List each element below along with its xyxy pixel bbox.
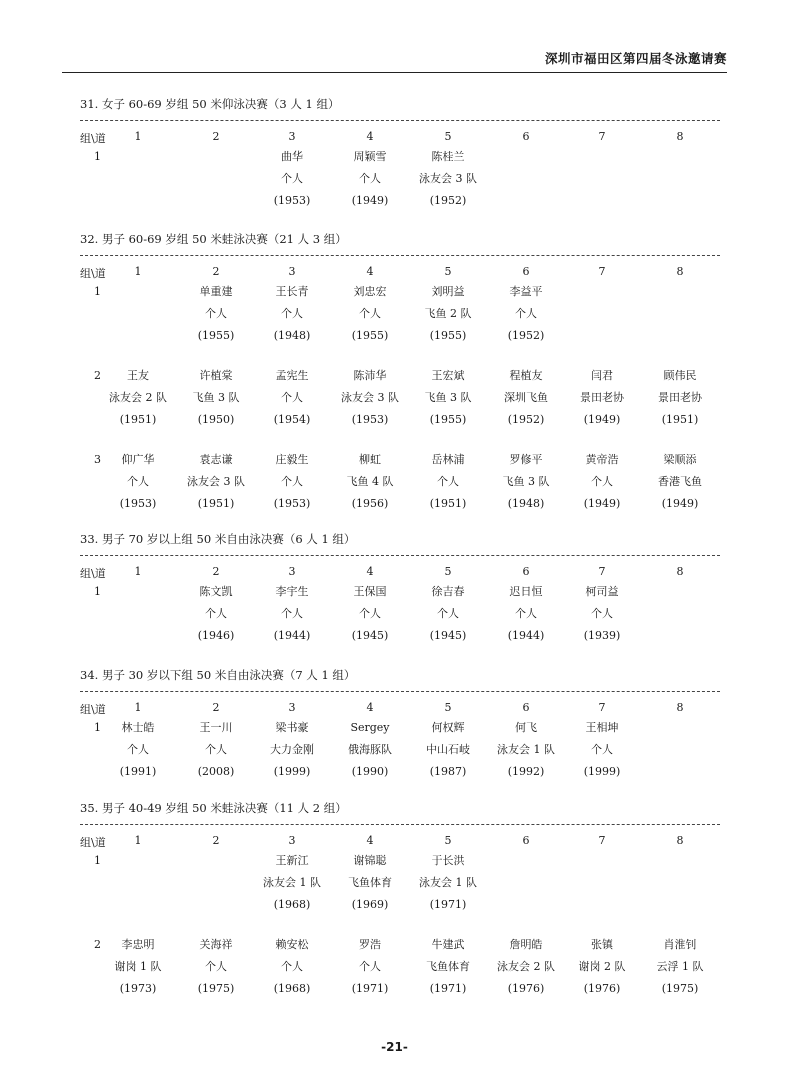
swimmer-team: 飞鱼 3 队 bbox=[424, 391, 472, 404]
swimmer-team: 个人 bbox=[359, 307, 381, 320]
lane-number: 4 bbox=[366, 565, 374, 578]
swimmer-team: 谢岗 1 队 bbox=[114, 960, 162, 973]
swimmer-year: (1999) bbox=[273, 765, 311, 778]
swimmer-entry bbox=[488, 453, 564, 519]
swimmer-name: 赖安松 bbox=[275, 938, 309, 951]
swimmer-name: 黄帝浩 bbox=[585, 453, 619, 466]
swimmer-entry bbox=[488, 938, 564, 1004]
swimmer-year: (1944) bbox=[273, 629, 311, 642]
heat-group bbox=[80, 721, 720, 787]
swimmer-year: (1953) bbox=[351, 413, 389, 426]
swimmer-entry bbox=[488, 721, 564, 787]
event-title: 31. 女子 60-69 岁组 50 米仰泳决赛（3 人 1 组） bbox=[80, 97, 340, 111]
swimmer-name: 顾伟民 bbox=[663, 369, 697, 382]
lane-number: 6 bbox=[522, 701, 530, 714]
swimmer-year: (1953) bbox=[119, 497, 157, 510]
swimmer-year: (1949) bbox=[351, 194, 389, 207]
swimmer-name: 陈沛华 bbox=[353, 369, 387, 382]
swimmer-year: (1992) bbox=[507, 765, 545, 778]
swimmer-team: 个人 bbox=[127, 743, 149, 756]
swimmer-team: 个人 bbox=[205, 743, 227, 756]
swimmer-team: 个人 bbox=[281, 475, 303, 488]
swimmer-year: (1951) bbox=[197, 497, 235, 510]
swimmer-year: (1954) bbox=[273, 413, 311, 426]
document-header-title: 深圳市福田区第四届冬泳邀请赛 bbox=[544, 51, 727, 66]
swimmer-team: 个人 bbox=[591, 743, 613, 756]
swimmer-team: 泳友会 3 队 bbox=[187, 475, 245, 488]
swimmer-name: 王长青 bbox=[275, 285, 309, 298]
lane-header-row bbox=[80, 130, 720, 150]
swimmer-name: 谢锦聪 bbox=[353, 854, 387, 867]
swimmer-team: 个人 bbox=[205, 960, 227, 973]
swimmer-name: 柳虹 bbox=[359, 453, 381, 466]
swimmer-name: 刘明益 bbox=[431, 285, 465, 298]
swimmer-team: 飞鱼体育 bbox=[426, 960, 470, 973]
event-title: 33. 男子 70 岁以上组 50 米自由泳决赛（6 人 1 组） bbox=[80, 532, 356, 546]
swimmer-entry bbox=[642, 453, 718, 519]
swimmer-entry bbox=[332, 369, 408, 435]
swimmer-name: 何飞 bbox=[515, 721, 537, 734]
swimmer-year: (1949) bbox=[583, 413, 621, 426]
swimmer-team: 景田老协 bbox=[580, 391, 624, 404]
swimmer-year: (1990) bbox=[351, 765, 389, 778]
group-number: 1 bbox=[94, 585, 101, 598]
swimmer-year: (1951) bbox=[119, 413, 157, 426]
lane-number: 7 bbox=[598, 265, 606, 278]
swimmer-entry bbox=[178, 369, 254, 435]
dashed-divider bbox=[80, 255, 720, 256]
swimmer-year: (1939) bbox=[583, 629, 621, 642]
group-number: 1 bbox=[94, 150, 101, 163]
swimmer-year: (1952) bbox=[507, 329, 545, 342]
swimmer-entry bbox=[178, 585, 254, 651]
swimmer-entry bbox=[564, 453, 640, 519]
swimmer-team: 个人 bbox=[437, 475, 459, 488]
group-lane-label: 组\道 bbox=[80, 132, 106, 145]
lane-number: 4 bbox=[366, 130, 374, 143]
swimmer-team: 个人 bbox=[127, 475, 149, 488]
swimmer-entry bbox=[410, 938, 486, 1004]
swimmer-name: 闫君 bbox=[591, 369, 613, 382]
lane-number: 2 bbox=[212, 265, 220, 278]
heat-group bbox=[80, 285, 720, 369]
swimmer-name: 肖淮钊 bbox=[663, 938, 697, 951]
swimmer-name: 王新江 bbox=[275, 854, 309, 867]
swimmer-name: 詹明皓 bbox=[509, 938, 543, 951]
heat-group bbox=[80, 585, 720, 651]
swimmer-entry bbox=[488, 285, 564, 351]
lane-number: 3 bbox=[288, 130, 296, 143]
swimmer-entry bbox=[254, 369, 330, 435]
lane-number: 7 bbox=[598, 565, 606, 578]
swimmer-team: 个人 bbox=[515, 607, 537, 620]
swimmer-name: 于长洪 bbox=[431, 854, 465, 867]
swimmer-entry bbox=[254, 721, 330, 787]
lane-number: 7 bbox=[598, 834, 606, 847]
swimmer-year: (1971) bbox=[351, 982, 389, 995]
swimmer-year: (1946) bbox=[197, 629, 235, 642]
swimmer-entry bbox=[564, 369, 640, 435]
swimmer-entry bbox=[254, 285, 330, 351]
swimmer-entry bbox=[254, 938, 330, 1004]
swimmer-entry bbox=[332, 585, 408, 651]
header-rule bbox=[62, 72, 727, 73]
swimmer-name: 关海祥 bbox=[199, 938, 233, 951]
swimmer-year: (1949) bbox=[583, 497, 621, 510]
swimmer-year: (1955) bbox=[429, 413, 467, 426]
swimmer-team: 个人 bbox=[591, 475, 613, 488]
swimmer-year: (1987) bbox=[429, 765, 467, 778]
swimmer-year: (1976) bbox=[583, 982, 621, 995]
swimmer-entry bbox=[332, 285, 408, 351]
lane-header-row bbox=[80, 701, 720, 721]
swimmer-name: 李忠明 bbox=[121, 938, 155, 951]
swimmer-year: (1952) bbox=[507, 413, 545, 426]
lane-number: 4 bbox=[366, 834, 374, 847]
swimmer-name: 何权辉 bbox=[431, 721, 465, 734]
swimmer-entry bbox=[410, 721, 486, 787]
swimmer-name: 许植棠 bbox=[199, 369, 233, 382]
swimmer-year: (1955) bbox=[197, 329, 235, 342]
swimmer-entry bbox=[332, 854, 408, 920]
lane-number: 3 bbox=[288, 265, 296, 278]
dashed-divider bbox=[80, 824, 720, 825]
swimmer-team: 飞鱼体育 bbox=[348, 876, 392, 889]
event-section bbox=[80, 667, 720, 787]
swimmer-team: 香港飞鱼 bbox=[658, 475, 702, 488]
swimmer-team: 个人 bbox=[359, 607, 381, 620]
swimmer-name: 林士皓 bbox=[121, 721, 155, 734]
group-number: 2 bbox=[94, 369, 101, 382]
lane-number: 1 bbox=[134, 701, 142, 714]
group-lane-label: 组\道 bbox=[80, 267, 106, 280]
swimmer-team: 个人 bbox=[437, 607, 459, 620]
group-number: 1 bbox=[94, 721, 101, 734]
swimmer-name: Sergey bbox=[350, 721, 390, 734]
swimmer-name: 王一川 bbox=[199, 721, 233, 734]
lane-number: 1 bbox=[134, 265, 142, 278]
swimmer-year: (1949) bbox=[661, 497, 699, 510]
swimmer-name: 王友 bbox=[127, 369, 149, 382]
swimmer-entry bbox=[100, 721, 176, 787]
lane-number: 2 bbox=[212, 565, 220, 578]
swimmer-name: 梁顺添 bbox=[663, 453, 697, 466]
group-lane-label: 组\道 bbox=[80, 836, 106, 849]
swimmer-year: (1976) bbox=[507, 982, 545, 995]
dashed-divider bbox=[80, 691, 720, 692]
swimmer-entry bbox=[332, 721, 408, 787]
swimmer-year: (1953) bbox=[273, 194, 311, 207]
dashed-divider bbox=[80, 555, 720, 556]
lane-number: 6 bbox=[522, 130, 530, 143]
swimmer-team: 个人 bbox=[281, 960, 303, 973]
swimmer-entry bbox=[100, 453, 176, 519]
swimmer-entry bbox=[254, 453, 330, 519]
event-title: 35. 男子 40-49 岁组 50 米蛙泳决赛（11 人 2 组） bbox=[80, 801, 347, 815]
lane-number: 1 bbox=[134, 130, 142, 143]
swimmer-team: 个人 bbox=[281, 307, 303, 320]
swimmer-entry bbox=[564, 938, 640, 1004]
swimmer-team: 泳友会 3 队 bbox=[341, 391, 399, 404]
lane-header-row bbox=[80, 834, 720, 854]
lane-number: 7 bbox=[598, 130, 606, 143]
swimmer-team: 泳友会 2 队 bbox=[497, 960, 555, 973]
swimmer-entry bbox=[332, 150, 408, 216]
swimmer-entry bbox=[332, 453, 408, 519]
swimmer-team: 个人 bbox=[205, 307, 227, 320]
swimmer-year: (1948) bbox=[507, 497, 545, 510]
lane-number: 3 bbox=[288, 565, 296, 578]
swimmer-year: (1944) bbox=[507, 629, 545, 642]
swimmer-year: (1945) bbox=[351, 629, 389, 642]
swimmer-entry bbox=[254, 854, 330, 920]
heat-group bbox=[80, 369, 720, 453]
lane-number: 8 bbox=[676, 834, 684, 847]
swimmer-team: 泳友会 3 队 bbox=[419, 172, 477, 185]
swimmer-name: 罗浩 bbox=[359, 938, 381, 951]
lane-number: 3 bbox=[288, 834, 296, 847]
swimmer-team: 中山石岐 bbox=[426, 743, 470, 756]
lane-number: 7 bbox=[598, 701, 606, 714]
swimmer-team: 大力金刚 bbox=[270, 743, 314, 756]
swimmer-team: 个人 bbox=[591, 607, 613, 620]
swimmer-name: 徐吉春 bbox=[431, 585, 465, 598]
lane-number: 6 bbox=[522, 265, 530, 278]
lane-number: 5 bbox=[444, 565, 452, 578]
event-section bbox=[80, 96, 720, 216]
swimmer-entry bbox=[410, 369, 486, 435]
swimmer-year: (1969) bbox=[351, 898, 389, 911]
swimmer-entry bbox=[178, 938, 254, 1004]
swimmer-name: 陈文凯 bbox=[199, 585, 233, 598]
swimmer-team: 俄海豚队 bbox=[348, 743, 392, 756]
swimmer-team: 泳友会 2 队 bbox=[109, 391, 167, 404]
lane-number: 4 bbox=[366, 701, 374, 714]
swimmer-year: (1950) bbox=[197, 413, 235, 426]
group-lane-label: 组\道 bbox=[80, 567, 106, 580]
swimmer-team: 云浮 1 队 bbox=[656, 960, 704, 973]
swimmer-year: (1956) bbox=[351, 497, 389, 510]
lane-number: 2 bbox=[212, 834, 220, 847]
lane-number: 8 bbox=[676, 565, 684, 578]
swimmer-entry bbox=[178, 453, 254, 519]
swimmer-name: 陈桂兰 bbox=[431, 150, 465, 163]
swimmer-year: (1971) bbox=[429, 982, 467, 995]
swimmer-year: (1999) bbox=[583, 765, 621, 778]
swimmer-year: (1968) bbox=[273, 898, 311, 911]
swimmer-year: (1953) bbox=[273, 497, 311, 510]
lane-number: 8 bbox=[676, 701, 684, 714]
swimmer-entry bbox=[410, 585, 486, 651]
swimmer-entry bbox=[642, 938, 718, 1004]
swimmer-entry bbox=[642, 369, 718, 435]
event-title: 32. 男子 60-69 岁组 50 米蛙泳决赛（21 人 3 组） bbox=[80, 232, 347, 246]
swimmer-year: (2008) bbox=[197, 765, 235, 778]
swimmer-name: 王保国 bbox=[353, 585, 387, 598]
swimmer-entry bbox=[332, 938, 408, 1004]
swimmer-name: 梁书豪 bbox=[275, 721, 309, 734]
swimmer-name: 孟宪生 bbox=[275, 369, 309, 382]
swimmer-entry bbox=[564, 721, 640, 787]
swimmer-name: 单重建 bbox=[199, 285, 233, 298]
swimmer-entry bbox=[178, 285, 254, 351]
swimmer-name: 岳林浦 bbox=[431, 453, 465, 466]
swimmer-entry bbox=[410, 150, 486, 216]
swimmer-year: (1951) bbox=[429, 497, 467, 510]
swimmer-team: 景田老协 bbox=[658, 391, 702, 404]
swimmer-team: 泳友会 1 队 bbox=[419, 876, 477, 889]
dashed-divider bbox=[80, 120, 720, 121]
lane-number: 6 bbox=[522, 565, 530, 578]
swimmer-name: 周颖雪 bbox=[353, 150, 387, 163]
lane-number: 5 bbox=[444, 701, 452, 714]
lane-header-row bbox=[80, 565, 720, 585]
heat-group bbox=[80, 854, 720, 938]
lane-number: 4 bbox=[366, 265, 374, 278]
swimmer-year: (1955) bbox=[429, 329, 467, 342]
swimmer-name: 牛建武 bbox=[431, 938, 465, 951]
heat-group bbox=[80, 453, 720, 519]
swimmer-name: 张镇 bbox=[591, 938, 613, 951]
lane-number: 8 bbox=[676, 265, 684, 278]
swimmer-year: (1975) bbox=[197, 982, 235, 995]
swimmer-year: (1945) bbox=[429, 629, 467, 642]
swimmer-name: 罗修平 bbox=[509, 453, 543, 466]
lane-number: 6 bbox=[522, 834, 530, 847]
swimmer-team: 谢岗 2 队 bbox=[578, 960, 626, 973]
swimmer-name: 曲华 bbox=[281, 150, 303, 163]
swimmer-team: 个人 bbox=[281, 391, 303, 404]
group-number: 3 bbox=[94, 453, 101, 466]
swimmer-name: 刘忠宏 bbox=[353, 285, 387, 298]
swimmer-entry bbox=[410, 854, 486, 920]
swimmer-name: 迟日恒 bbox=[509, 585, 543, 598]
group-number: 2 bbox=[94, 938, 101, 951]
swimmer-year: (1952) bbox=[429, 194, 467, 207]
swimmer-name: 仰广华 bbox=[121, 453, 155, 466]
swimmer-year: (1948) bbox=[273, 329, 311, 342]
swimmer-year: (1968) bbox=[273, 982, 311, 995]
swimmer-name: 柯司益 bbox=[585, 585, 619, 598]
swimmer-name: 王宏斌 bbox=[431, 369, 465, 382]
swimmer-team: 泳友会 1 队 bbox=[497, 743, 555, 756]
swimmer-name: 程植友 bbox=[509, 369, 543, 382]
swimmer-team: 个人 bbox=[281, 172, 303, 185]
page-number: -21- bbox=[381, 1040, 408, 1054]
swimmer-team: 泳友会 1 队 bbox=[263, 876, 321, 889]
group-lane-label: 组\道 bbox=[80, 703, 106, 716]
swimmer-entry bbox=[488, 585, 564, 651]
swimmer-team: 深圳飞鱼 bbox=[504, 391, 548, 404]
lane-number: 5 bbox=[444, 265, 452, 278]
lane-number: 1 bbox=[134, 565, 142, 578]
heat-group bbox=[80, 150, 720, 216]
swimmer-team: 飞鱼 3 队 bbox=[192, 391, 240, 404]
lane-number: 5 bbox=[444, 834, 452, 847]
event-section bbox=[80, 531, 720, 651]
group-number: 1 bbox=[94, 854, 101, 867]
lane-number: 2 bbox=[212, 701, 220, 714]
swimmer-team: 飞鱼 4 队 bbox=[346, 475, 394, 488]
swimmer-entry bbox=[410, 453, 486, 519]
swimmer-name: 李宇生 bbox=[275, 585, 309, 598]
swimmer-name: 庄毅生 bbox=[275, 453, 309, 466]
swimmer-name: 李益平 bbox=[509, 285, 543, 298]
lane-number: 3 bbox=[288, 701, 296, 714]
lane-number: 2 bbox=[212, 130, 220, 143]
swimmer-entry bbox=[100, 369, 176, 435]
event-section bbox=[80, 800, 720, 1004]
swimmer-team: 个人 bbox=[359, 960, 381, 973]
swimmer-entry bbox=[410, 285, 486, 351]
swimmer-year: (1971) bbox=[429, 898, 467, 911]
swimmer-year: (1973) bbox=[119, 982, 157, 995]
swimmer-year: (1975) bbox=[661, 982, 699, 995]
event-section bbox=[80, 231, 720, 519]
swimmer-entry bbox=[488, 369, 564, 435]
swimmer-team: 个人 bbox=[205, 607, 227, 620]
swimmer-name: 王相坤 bbox=[585, 721, 619, 734]
swimmer-team: 个人 bbox=[281, 607, 303, 620]
group-number: 1 bbox=[94, 285, 101, 298]
event-title: 34. 男子 30 岁以下组 50 米自由泳决赛（7 人 1 组） bbox=[80, 668, 356, 682]
swimmer-year: (1955) bbox=[351, 329, 389, 342]
lane-header-row bbox=[80, 265, 720, 285]
swimmer-entry bbox=[254, 585, 330, 651]
swimmer-year: (1951) bbox=[661, 413, 699, 426]
swimmer-team: 个人 bbox=[359, 172, 381, 185]
lane-number: 8 bbox=[676, 130, 684, 143]
swimmer-entry bbox=[564, 585, 640, 651]
swimmer-team: 个人 bbox=[515, 307, 537, 320]
swimmer-entry bbox=[254, 150, 330, 216]
swimmer-team: 飞鱼 3 队 bbox=[502, 475, 550, 488]
heat-group bbox=[80, 938, 720, 1004]
swimmer-name: 袁志谦 bbox=[199, 453, 233, 466]
swimmer-year: (1991) bbox=[119, 765, 157, 778]
swimmer-entry bbox=[178, 721, 254, 787]
lane-number: 1 bbox=[134, 834, 142, 847]
swimmer-entry bbox=[100, 938, 176, 1004]
lane-number: 5 bbox=[444, 130, 452, 143]
swimmer-team: 飞鱼 2 队 bbox=[424, 307, 472, 320]
